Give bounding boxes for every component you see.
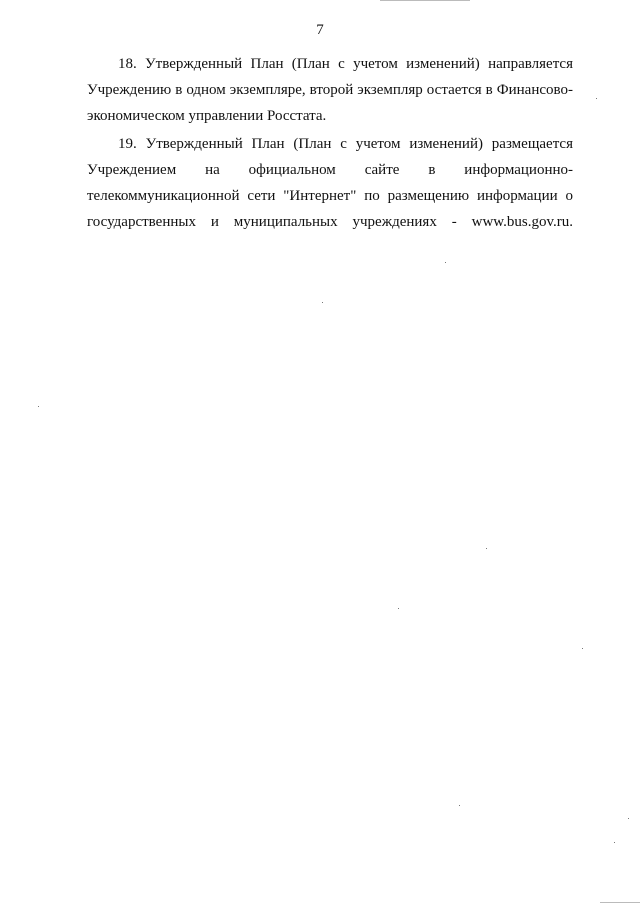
- scan-edge-mark: [600, 902, 640, 903]
- paragraph-line: 19. Утвержденный План (План с учетом изменений) размещается: [118, 136, 573, 152]
- scan-edge-mark: [380, 0, 470, 1]
- paragraph-18: [87, 51, 573, 129]
- scan-speck: [398, 608, 399, 609]
- scan-speck: [614, 842, 615, 843]
- scan-speck: [459, 805, 460, 806]
- paragraph-line: экономическом управлении Росстата.: [87, 108, 327, 124]
- scan-speck: [486, 548, 487, 549]
- paragraph-19: [87, 131, 573, 235]
- paragraph-line: Учреждением на официальном сайте в информационно-: [87, 162, 573, 178]
- scan-speck: [38, 406, 39, 407]
- scan-speck: [582, 648, 583, 649]
- page-number: 7: [316, 22, 324, 38]
- document-body: [87, 51, 573, 237]
- paragraph-line: Учреждению в одном экземпляре, второй экземпляр остается в Финансово-: [87, 82, 573, 98]
- scan-speck: [322, 302, 323, 303]
- scan-speck: [596, 98, 597, 99]
- scan-speck: [445, 262, 446, 263]
- paragraph-line: телекоммуникационной сети "Интернет" по размещению информации о: [87, 188, 573, 204]
- paragraph-line: 18. Утвержденный План (План с учетом изменений) направляется: [118, 56, 573, 72]
- paragraph-line: государственных и муниципальных учреждениях - www.bus.gov.ru.: [87, 214, 573, 230]
- scan-speck: [628, 818, 629, 819]
